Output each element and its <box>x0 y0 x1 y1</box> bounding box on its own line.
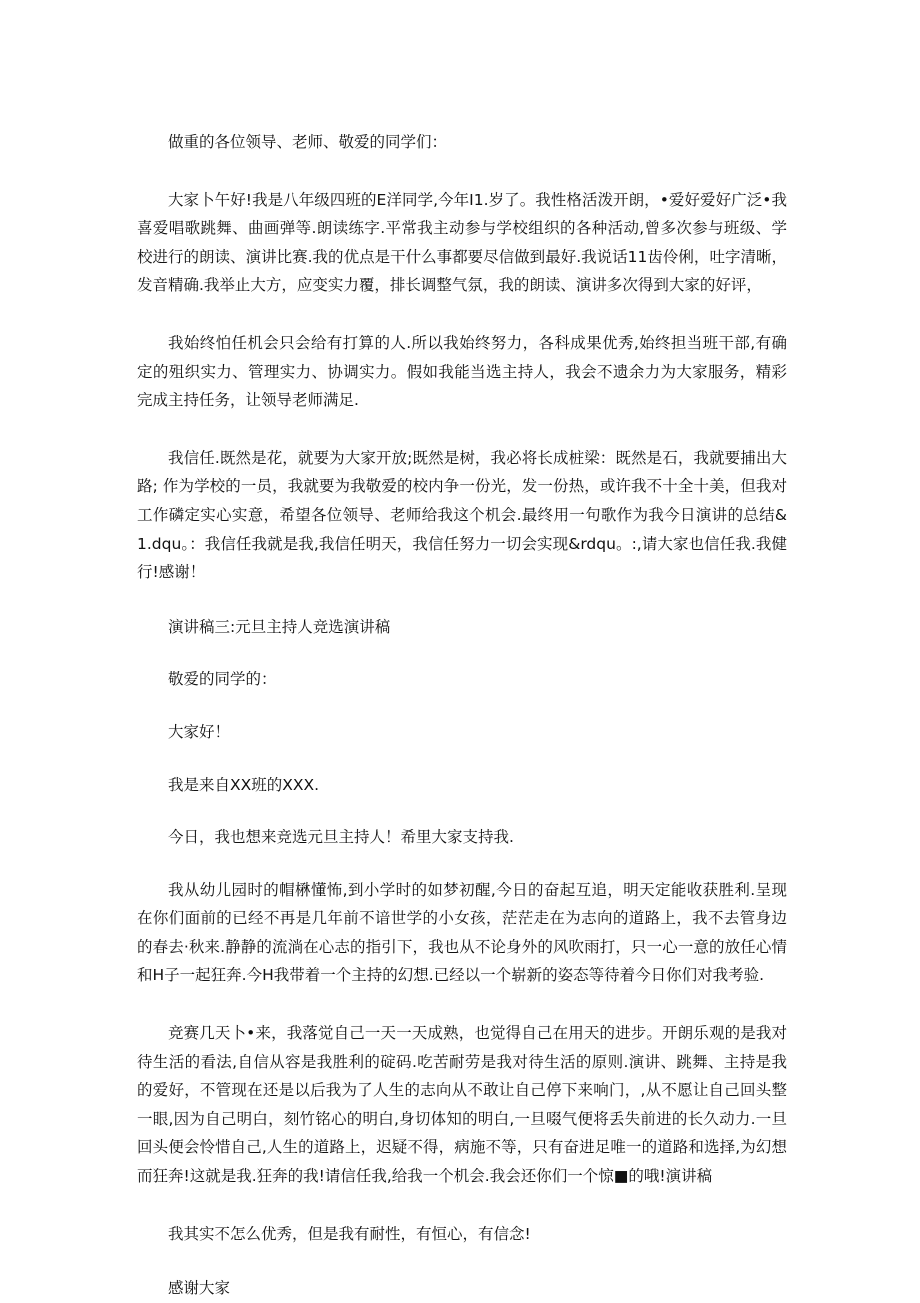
paragraph-belief: 我信任.既然是花，就要为大家开放;既然是树，我必将长成桩梁：既然是石，我就要捕出大路; 作为学校的一员，我就要为我敬爱的校内争一份光，发一份热，或许我不十全十美，但我对工作磷定实心实意，希望各位领导、老师给我这个机会.最终用一句歌作为我今日演讲的总结&1.dqu。：我信任我就是我,我信任明天，我信任努力一切会实现&rdqu。:,请大家也信任我.我健行!感谢！ <box>137 448 787 582</box>
introduction-line: 我是来自XX班的XXX. <box>168 775 320 794</box>
speech-heading: 演讲稿三:元旦主持人竞选演讲稿 <box>168 617 391 636</box>
paragraph-persistence: 我其实不怎么优秀，但是我有耐性，有恒心，有信念! <box>168 1224 531 1243</box>
paragraph-growth: 我从幼儿园时的帽楙懂怖,到小学时的如梦初醒,今日的奋起互追，明天定能收获胜利.呈现在你们面前的已经不再是几年前不谙世学的小女孩，茫茫走在为志向的道路上，我不去管身边的春去·秋来.静静的流淌在心志的指引下，我也从不论身外的风吹雨打，只一心一意的放任心情和H子一起狂奔.今H我带着一个主持的幻想.已经以一个崭新的姿态等待着今日你们对我考验. <box>137 880 787 985</box>
salutation-2: 敬爱的同学的： <box>168 670 277 689</box>
paragraph-competition: 竞赛几天卜•来，我落觉自己一天一天成熟，也觉得自己在用天的进步。开朗乐观的是我对待生活的看法,自信从容是我胜利的碇码.吃苦耐劳是我对待生活的原则.演讲、跳舞、主持是我的爱好，不管现在还是以后我为了人生的志向从不敢让自己停下来响门，,从不愿让自己回头整一眼,因为自己明白，刻竹铭心的明白,身切体知的明白,一旦啜气便将丢失前进的长久动力.一旦回头便会怜惜自己,人生的道路上，迟疑不得，病施不等，只有奋进足唯一的道路和选择,为幻想而狂奔!这就是我.狂奔的我!请信任我,给我一个机会.我会还你们一个惊■的哦!演讲稿 <box>137 1024 787 1186</box>
today-line: 今日，我也想来竞选元旦主持人！希里大家支持我. <box>168 828 514 847</box>
paragraph-self-introduction: 大家卜午好!我是八年级四班的E洋同学,今年I1.岁了。我性格活泼开朗，•爱好爱好广泛•我喜爱唱歌跳舞、曲画弹等.朗读练字.平常我主动参与学校组织的各种活动,曾多次参与班级、学校进行的朗读、演讲比赛.我的优点是干什么事都要尽信做到最好.我说话11齿伶俐，吐字清晰，发音精确.我举止大方，应变实力覆，排长调整气氛，我的朗读、演讲多次得到大家的好评， <box>137 190 787 295</box>
closing-thanks: 感谢大家 <box>168 1279 231 1298</box>
paragraph-abilities: 我始终怕任机会只会给有打算的人.所以我始终努力，各科成果优秀,始终担当班干部,有确定的殂织实力、管理实力、协调实力。假如我能当选主持人，我会不遗余力为大家服务，精彩完成主持任务，让领导老师满足. <box>137 333 787 410</box>
greeting: 大家好！ <box>168 722 231 741</box>
document-body <box>137 128 787 1303</box>
salutation: 做重的各位领导、老师、敬爱的同学们： <box>168 133 448 151</box>
